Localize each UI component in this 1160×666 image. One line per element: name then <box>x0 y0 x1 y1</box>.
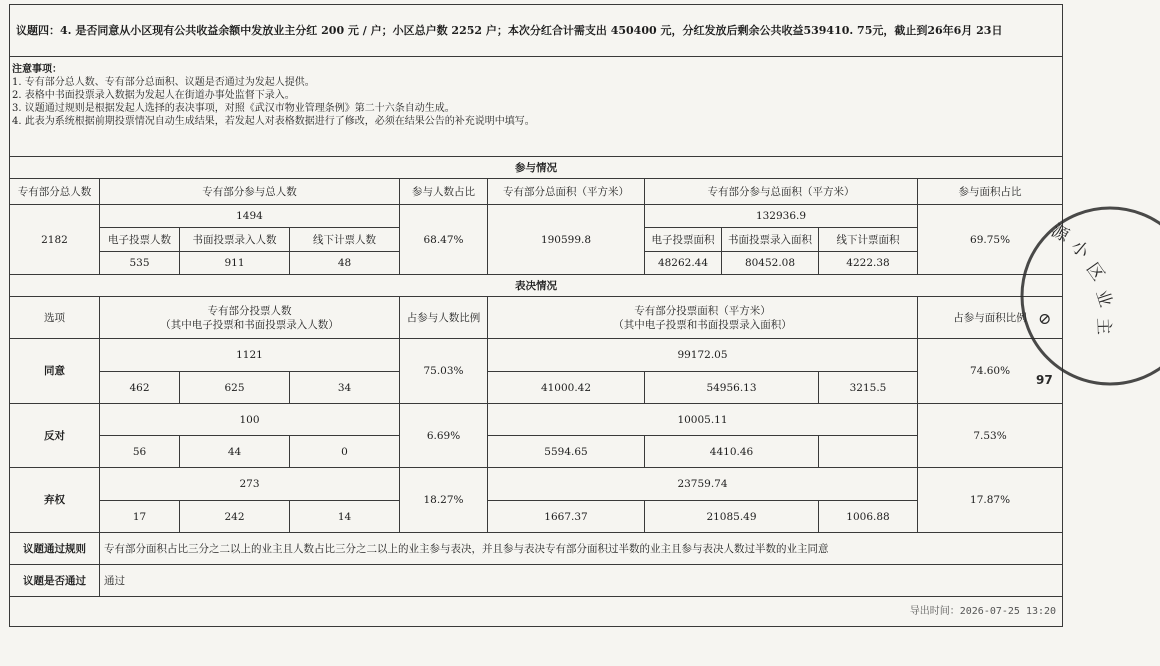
voting-section-title: 表决情况 <box>10 275 1063 297</box>
votes-header: 专有部分投票人数 （其中电子投票和书面投票录入人数） <box>100 297 400 339</box>
stamp-number: 97 <box>1036 373 1053 387</box>
agree-area-total: 99172.05 <box>488 339 918 372</box>
note-item: 1. 专有部分总人数、专有部分总面积、议题是否通过为发起人提供。 <box>12 77 315 88</box>
notes-heading: 注意事项： <box>12 64 62 75</box>
oppose-area-pct: 7.53% <box>918 404 1063 468</box>
option-oppose: 反对 <box>10 404 100 468</box>
passed-value: 通过 <box>100 565 1063 597</box>
paper-votes-header: 书面投票录入人数 <box>180 228 290 252</box>
abstain-e-votes: 17 <box>100 501 180 533</box>
oppose-people-pct: 6.69% <box>400 404 488 468</box>
note-item: 2. 表格中书面投票录入数据为发起人在街道办事处监督下录入。 <box>12 90 295 101</box>
e-area-value: 48262.44 <box>645 252 722 275</box>
people-ratio-header: 参与人数占比 <box>400 179 488 205</box>
stamp-char: 源 <box>1047 220 1073 247</box>
oppose-paper-votes: 44 <box>180 436 290 468</box>
paper-votes-value: 911 <box>180 252 290 275</box>
oppose-offline-votes: 0 <box>290 436 400 468</box>
agree-e-area: 41000.42 <box>488 372 645 404</box>
oppose-e-votes: 56 <box>100 436 180 468</box>
abstain-offline-votes: 14 <box>290 501 400 533</box>
paper-area-value: 80452.08 <box>722 252 819 275</box>
participant-area-total-value: 132936.9 <box>645 205 918 228</box>
vote-result-table <box>9 4 1063 627</box>
agree-paper-area: 54956.13 <box>645 372 819 404</box>
passed-label: 议题是否通过 <box>10 565 100 597</box>
abstain-people-pct: 18.27% <box>400 468 488 533</box>
stamp-char: 主 <box>1093 317 1114 336</box>
area-pct-header: 占参与面积比例 <box>918 297 1063 339</box>
agree-offline-area: 3215.5 <box>819 372 918 404</box>
abstain-offline-area: 1006.88 <box>819 501 918 533</box>
oppose-e-area: 5594.65 <box>488 436 645 468</box>
offline-votes-value: 48 <box>290 252 400 275</box>
offline-area-value: 4222.38 <box>819 252 918 275</box>
oppose-offline-area <box>819 436 918 468</box>
option-abstain: 弃权 <box>10 468 100 533</box>
stamp-char: ⊘ <box>1038 309 1052 328</box>
agree-offline-votes: 34 <box>290 372 400 404</box>
area-ratio-header: 参与面积占比 <box>918 179 1063 205</box>
participation-section-title: 参与情况 <box>10 157 1063 179</box>
agree-e-votes: 462 <box>100 372 180 404</box>
abstain-votes-total: 273 <box>100 468 400 501</box>
abstain-area-pct: 17.87% <box>918 468 1063 533</box>
option-header: 选项 <box>10 297 100 339</box>
issue-title: 议题四：4. 是否同意从小区现有公共收益余额中发放业主分红 200 元 / 户；小区总户数 2252 户；本次分红合计需支出 450400 元，分红发放后剩余公共收益539410. 75元，截止到26年6月 23日 <box>10 5 1063 57</box>
agree-paper-votes: 625 <box>180 372 290 404</box>
e-area-header: 电子投票面积 <box>645 228 722 252</box>
abstain-paper-votes: 242 <box>180 501 290 533</box>
vote-result-document <box>9 4 1062 661</box>
abstain-area-total: 23759.74 <box>488 468 918 501</box>
total-people-value: 2182 <box>10 205 100 275</box>
participants-header: 专有部分参与总人数 <box>100 179 400 205</box>
note-item: 4. 此表为系统根据前期投票情况自动生成结果，若发起人对表格数据进行了修改，必须在结果公告的补充说明中填写。 <box>12 116 535 127</box>
rule-label: 议题通过规则 <box>10 533 100 565</box>
note-item: 3. 议题通过规则是根据发起人选择的表决事项，对照《武汉市物业管理条例》第二十六条自动生成。 <box>12 103 455 114</box>
area-header: 专有部分投票面积（平方米） （其中电子投票和书面投票录入面积） <box>488 297 918 339</box>
abstain-paper-area: 21085.49 <box>645 501 819 533</box>
option-agree: 同意 <box>10 339 100 404</box>
total-area-value: 190599.8 <box>488 205 645 275</box>
people-ratio-value: 68.47% <box>400 205 488 275</box>
people-pct-header: 占参与人数比例 <box>400 297 488 339</box>
stamp-char: 区 <box>1081 259 1109 285</box>
agree-area-pct: 74.60% <box>918 339 1063 404</box>
notes-section <box>10 57 1063 157</box>
e-votes-value: 535 <box>100 252 180 275</box>
e-votes-header: 电子投票人数 <box>100 228 180 252</box>
export-time: 导出时间：2026-07-25 13:20 <box>10 597 1063 627</box>
total-area-header: 专有部分总面积（平方米） <box>488 179 645 205</box>
total-people-header: 专有部分总人数 <box>10 179 100 205</box>
paper-area-header: 书面投票录入面积 <box>722 228 819 252</box>
offline-votes-header: 线下计票人数 <box>290 228 400 252</box>
stamp-char: 小 <box>1066 236 1093 263</box>
area-ratio-value: 69.75% <box>918 205 1063 275</box>
rule-text: 专有部分面积占比三分之二以上的业主且人数占比三分之二以上的业主参与表决，并且参与表决专有部分面积过半数的业主且参与表决人数过半数的业主同意 <box>100 533 1063 565</box>
offline-area-header: 线下计票面积 <box>819 228 918 252</box>
abstain-e-area: 1667.37 <box>488 501 645 533</box>
participants-total-value: 1494 <box>100 205 400 228</box>
agree-people-pct: 75.03% <box>400 339 488 404</box>
agree-votes-total: 1121 <box>100 339 400 372</box>
oppose-paper-area: 4410.46 <box>645 436 819 468</box>
stamp-char: 业 <box>1091 287 1116 310</box>
oppose-area-total: 10005.11 <box>488 404 918 436</box>
participant-area-header: 专有部分参与总面积（平方米） <box>645 179 918 205</box>
oppose-votes-total: 100 <box>100 404 400 436</box>
